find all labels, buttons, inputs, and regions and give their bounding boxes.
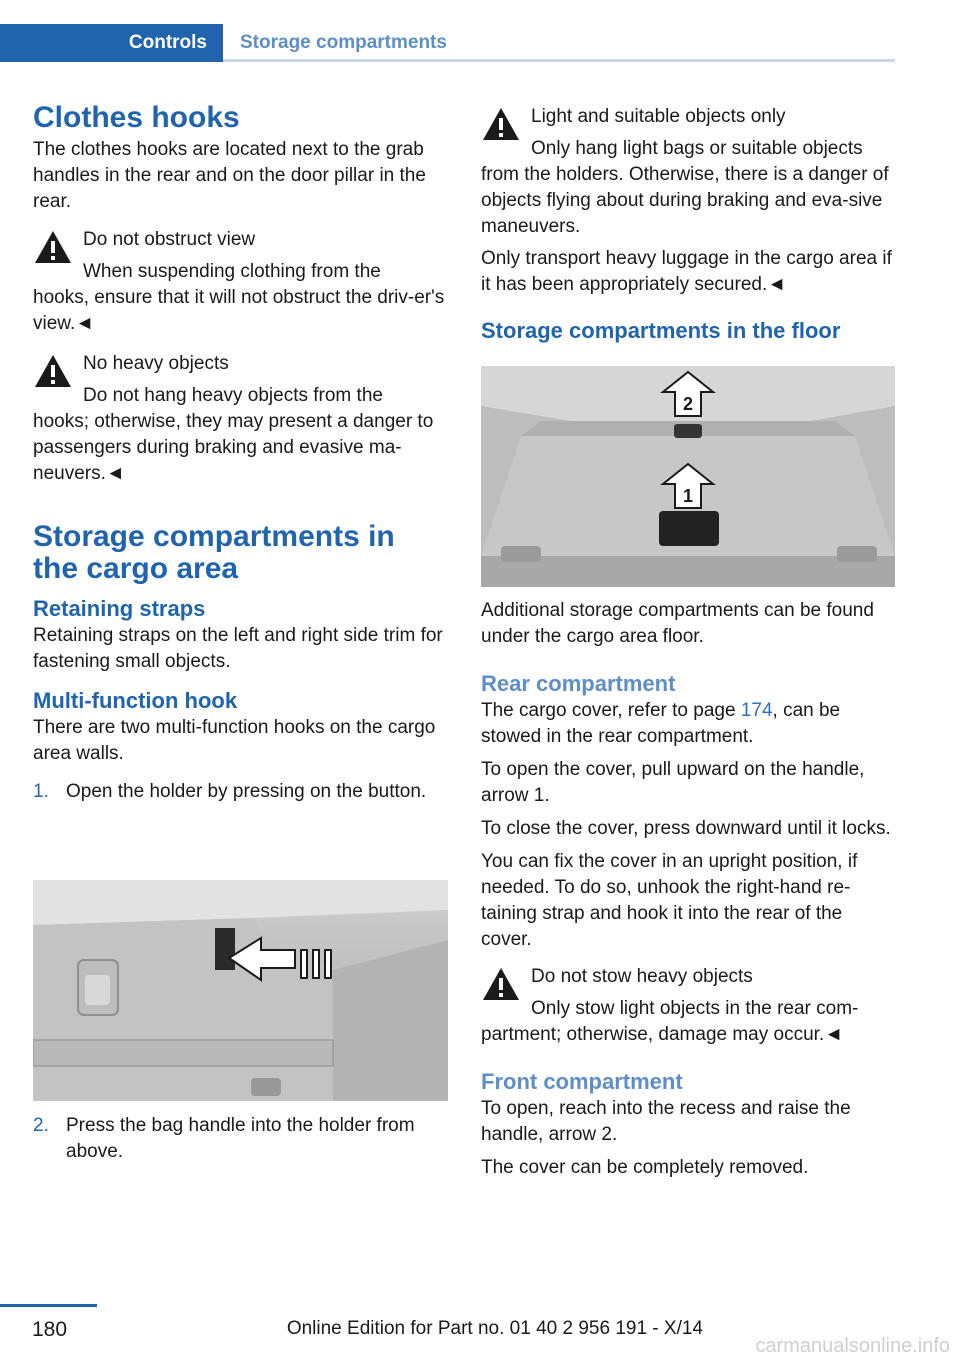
retaining-straps-text: Retaining straps on the left and right side trim for fastening small objects. [33, 625, 443, 672]
step-2 [33, 1113, 448, 1165]
cargo-area-heading: Storage compartments in the cargo area [33, 520, 395, 585]
arrow-label-2: 2 [682, 394, 694, 414]
warning-light-objects [481, 104, 895, 240]
right-column [481, 104, 895, 345]
multi-function-hook-illustration [33, 880, 448, 1101]
clothes-hooks-heading: Clothes hooks [33, 101, 240, 134]
warning-text-line: Only hang light bags or suitable objects [531, 138, 863, 159]
warning-triangle-icon [481, 106, 521, 142]
warning-text-line: Do not hang heavy objects from the [83, 385, 383, 406]
heavy-luggage-text: Only transport heavy luggage in the cargo area if it has been appropriately secured.◄ [481, 248, 892, 295]
warning-text: hooks, ensure that it will not obstruct the driv‐er's view.◄ [33, 287, 445, 334]
warning-triangle-icon [33, 353, 73, 389]
watermark: carmanualsonline.info [755, 1335, 950, 1357]
warning-text: hooks; otherwise, they may present a danger to passengers during braking and evasive ma‐neuvers.◄ [33, 411, 434, 484]
header-subsection-label: Storage compartments [240, 32, 447, 53]
warning-title: No heavy objects [83, 353, 229, 374]
front-compartment-heading: Front compartment [481, 1069, 683, 1094]
fix-cover-text: You can fix the cover in an upright position, if needed. To do so, unhook the right-hand re‐taining strap and hook it into the rear of the cover. [481, 851, 858, 950]
retaining-straps-heading: Retaining straps [33, 596, 206, 621]
multi-function-hook-heading: Multi-function hook [33, 688, 238, 713]
footer-rule [0, 1304, 97, 1307]
step-number: 1. [33, 781, 49, 802]
left-column [33, 102, 448, 805]
front-compartment-text: To open, reach into the recess and raise the handle, arrow 2. [481, 1098, 851, 1145]
rear-text-start: The cargo cover, refer to page [481, 700, 741, 721]
warning-heavy-objects [33, 351, 448, 487]
page-174-link[interactable]: 174 [740, 700, 773, 721]
step-number: 2. [33, 1115, 49, 1136]
warning-obstruct-view [33, 227, 448, 337]
step-text: Press the bag handle into the holder from above. [66, 1115, 415, 1162]
rear-compartment-heading: Rear compartment [481, 671, 676, 696]
clothes-hooks-text: The clothes hooks are located next to the grab handles in the rear and on the door pillar in the rear. [33, 139, 426, 212]
left-column-lower [33, 1113, 448, 1165]
warning-text: partment; otherwise, damage may occur.◄ [481, 1024, 844, 1045]
warning-triangle-icon [33, 229, 73, 265]
rear-compartment-text [481, 698, 895, 750]
warning-text: from the holders. Otherwise, there is a danger of objects flying about during braking and eva‐sive maneuvers. [481, 164, 889, 237]
cover-removed-text: The cover can be completely removed. [481, 1157, 809, 1178]
page-number: 180 [32, 1318, 68, 1341]
warning-text-line: Only stow light objects in the rear com‐ [531, 998, 859, 1019]
rear-text-end: , can be stowed in the rear compartment. [481, 700, 841, 747]
right-column-lower [481, 598, 895, 1181]
edition-note: Online Edition for Part no. 01 40 2 956 191 - X/14 [286, 1318, 703, 1339]
warning-title: Light and suitable objects only [531, 106, 786, 127]
multi-function-hook-text: There are two multi-function hooks on the cargo area walls. [33, 717, 436, 764]
step-text: Open the holder by pressing on the button. [66, 781, 427, 802]
header-section-label: Controls [128, 32, 207, 53]
header-section-tab [0, 24, 223, 62]
warning-stow-heavy [481, 964, 895, 1048]
floor-compartments-heading: Storage compartments in the floor [481, 318, 841, 343]
warning-title: Do not obstruct view [83, 229, 256, 250]
warning-title: Do not stow heavy objects [531, 966, 753, 987]
open-cover-text: To open the cover, pull upward on the handle, arrow 1. [481, 759, 865, 806]
floor-compartments-text: Additional storage compartments can be found under the cargo area floor. [481, 600, 874, 647]
warning-triangle-icon [481, 966, 521, 1002]
cargo-floor-illustration [481, 366, 895, 587]
arrow-label-1: 1 [682, 486, 694, 506]
step-1 [33, 779, 448, 805]
warning-text-line: When suspending clothing from the [83, 261, 381, 282]
close-cover-text: To close the cover, press downward until it locks. [481, 818, 891, 839]
